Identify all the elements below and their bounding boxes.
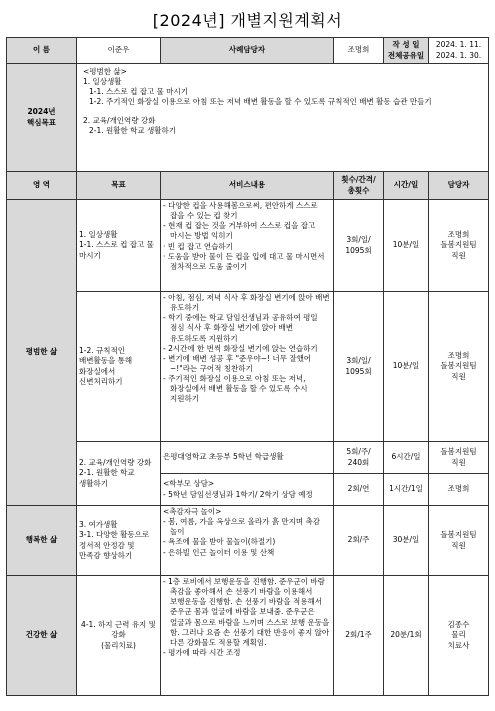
col-person: 담당자 xyxy=(429,172,489,200)
service-item: · 빈 컵 잡고 연습하기 xyxy=(163,241,233,251)
date-labels xyxy=(384,38,429,64)
service-item: - 은하빌 인근 놀이터 이용 및 산책 xyxy=(163,547,275,557)
service-item: - 학기 중에는 학교 담임선생님과 공유하여 평일 점심 식사 후 화장실 변기에 앉아 배변 유도하도록 지원하기 xyxy=(163,313,318,343)
service-item: - 변기에 배변 성공 후 "준우야~! 너무 잘했어~!"라는 구어적 칭찬하기 xyxy=(163,353,312,373)
area-cell: 건강한 삶 xyxy=(7,576,77,696)
core-goal-line: 1-1. 스스로 컵 잡고 물 마시기 xyxy=(89,87,189,97)
service-item: <촉감자극 놀이> xyxy=(163,507,222,516)
person-cell: 김종수 물리 치료사 xyxy=(429,576,489,696)
core-goal-heading: <평범한 삶> xyxy=(83,67,127,76)
person-cell: 돌봄지원팀 직원 xyxy=(429,506,489,576)
service-item: - 평가에 따라 시간 조정 xyxy=(163,647,241,657)
frequency-cell: 2회/주 xyxy=(334,506,384,576)
service-item: - 주기적인 화장실 이용으로 아침 또는 저녁, 화장실에서 배변 활동을 할 수 있도록 수시 지원하기 xyxy=(163,374,308,404)
service-cell xyxy=(161,292,334,442)
person-cell: 조명희 xyxy=(429,474,489,506)
time-cell: 20분/1회 xyxy=(384,576,429,696)
frequency-cell: 2회/연 xyxy=(334,474,384,506)
table-row xyxy=(7,442,489,474)
service-item: - 봄, 여름, 가을 옥상으로 올라가 흙 만지며 촉감 놀이 xyxy=(163,517,320,537)
header-row xyxy=(7,38,489,64)
col-service: 서비스내용 xyxy=(161,172,334,200)
name-label: 이 름 xyxy=(7,38,77,64)
service-item: - 다양한 컵을 사용해봄으로써, 편안하게 스스로 잡을 수 있는 컵 찾기 xyxy=(163,201,318,221)
frequency-cell: 3회/일/ 1095회 xyxy=(334,292,384,442)
time-cell: 10분/일 xyxy=(384,292,429,442)
shared-date-value: 2024. 1. 30. xyxy=(435,50,482,60)
service-cell xyxy=(161,506,334,576)
service-item: - 아침, 점심, 저녁 식사 후 화장실 변기에 앉아 배변 유도하기 xyxy=(163,293,330,313)
support-plan-table xyxy=(6,37,489,696)
manager-label: 사례담당자 xyxy=(161,38,334,64)
core-goal-line: 1-2. 주기적인 화장실 이용으로 아침 또는 저녁 배변 활동을 할 수 있도록 규칙적인 배변 활동 습관 만들기 xyxy=(89,97,432,107)
goal-cell: 2. 교육/개인역량 강화 2-1. 원활한 학교 생활하기 xyxy=(77,442,161,506)
service-cell xyxy=(161,442,334,474)
written-date-label: 작 성 일 xyxy=(392,40,420,50)
area-cell: 평범한 삶 xyxy=(7,200,77,506)
service-item: <학부모 상담> xyxy=(163,479,215,489)
service-item: - 5학년 담임선생님과 1학기/ 2학기 상담 예정 xyxy=(163,489,313,499)
core-goal-label: 2024년 핵심목표 xyxy=(7,64,77,172)
service-cell xyxy=(161,474,334,506)
goal-cell: 3. 여가생활 3-1. 다양한 활동으로 정서적 안정감 및 만족감 향상하기 xyxy=(77,506,161,576)
person-cell: 돌봄지원팀 직원 xyxy=(429,442,489,474)
table-row xyxy=(7,506,489,576)
table-row xyxy=(7,200,489,292)
goal-cell: 1. 일상생활 1-1. 스스로 컵 잡고 물 마시기 xyxy=(77,200,161,292)
person-cell: 조명희 돌봄지원팀 직원 xyxy=(429,200,489,292)
col-goal: 목표 xyxy=(77,172,161,200)
col-area: 영 역 xyxy=(7,172,77,200)
person-cell: 조명희 돌봄지원팀 직원 xyxy=(429,292,489,442)
date-values xyxy=(429,38,489,64)
frequency-cell: 3회/일/ 1095회 xyxy=(334,200,384,292)
goal-cell: 4-1. 하지 근력 유지 및 강화 (물리치료) xyxy=(77,576,161,696)
frequency-cell: 5회/주/ 240회 xyxy=(334,442,384,474)
goal-cell: 1-2. 규칙적인 배변활동을 통해 화장실에서 신변처리하기 xyxy=(77,292,161,442)
time-cell: 10분/일 xyxy=(384,200,429,292)
written-date-value: 2024. 1. 11. xyxy=(435,40,482,50)
time-cell: 30분/일 xyxy=(384,506,429,576)
column-header-row xyxy=(7,172,489,200)
service-cell xyxy=(161,200,334,292)
service-item: · 도움을 받아 물이 든 컵을 입에 대고 물 마시면서 점차적으로 도움 줄이기 xyxy=(163,251,325,271)
table-row xyxy=(7,292,489,442)
core-goal-line: 2. 교육/개인역량 강화 xyxy=(83,115,156,125)
core-goal-line: 2-1. 원활한 학교 생활하기 xyxy=(89,125,176,135)
service-item: - 현재 컵 잡는 것을 거부하여 스스로 컵을 잡고 마시는 방법 익히기 xyxy=(163,221,316,241)
col-frequency: 횟수/간격/ 총횟수 xyxy=(334,172,384,200)
shared-date-label: 전체공유일 xyxy=(387,50,425,60)
name-value: 이준우 xyxy=(77,38,161,64)
time-cell: 1시간/1일 xyxy=(384,474,429,506)
service-cell xyxy=(161,576,334,696)
service-item: - 욕조에 물을 받아 물놀이(하절기) xyxy=(163,537,276,547)
core-goal-line: 1. 일상생활 xyxy=(83,77,122,87)
service-item: - 2시간에 한 번씩 화장실 변기에 앉는 연습하기 xyxy=(163,343,318,353)
core-goal-row xyxy=(7,64,489,172)
time-cell: 6시간/일 xyxy=(384,442,429,474)
frequency-cell: 2회/1주 xyxy=(334,576,384,696)
area-cell: 행복한 삶 xyxy=(7,506,77,576)
manager-value: 조명희 xyxy=(334,38,384,64)
service-item: - 1층 로비에서 보행운동을 진행함. 준우군이 바람 촉감을 좋아해서 손 선풍기 바람을 이용해서 보행운동을 진행함. 손 선풍기 바람을 적용해서 준우군 몸과 얼굴에 바람을 보내줌. 준우군은 얼굴과 몸으로 바람을 느끼며 스스로 보행 운동을 함. 그러나 요즘 손 선풍기 대한 반응이 좋지 않아 다른 강화물도 적용할 계획임. xyxy=(163,577,330,647)
col-time: 시간/일 xyxy=(384,172,429,200)
core-goal-content xyxy=(77,64,489,172)
document-title: [2024년] 개별지원계획서 xyxy=(152,11,343,30)
service-item: 은평대영학교 초등부 5학년 학급생활 xyxy=(163,452,284,462)
table-row xyxy=(7,576,489,696)
